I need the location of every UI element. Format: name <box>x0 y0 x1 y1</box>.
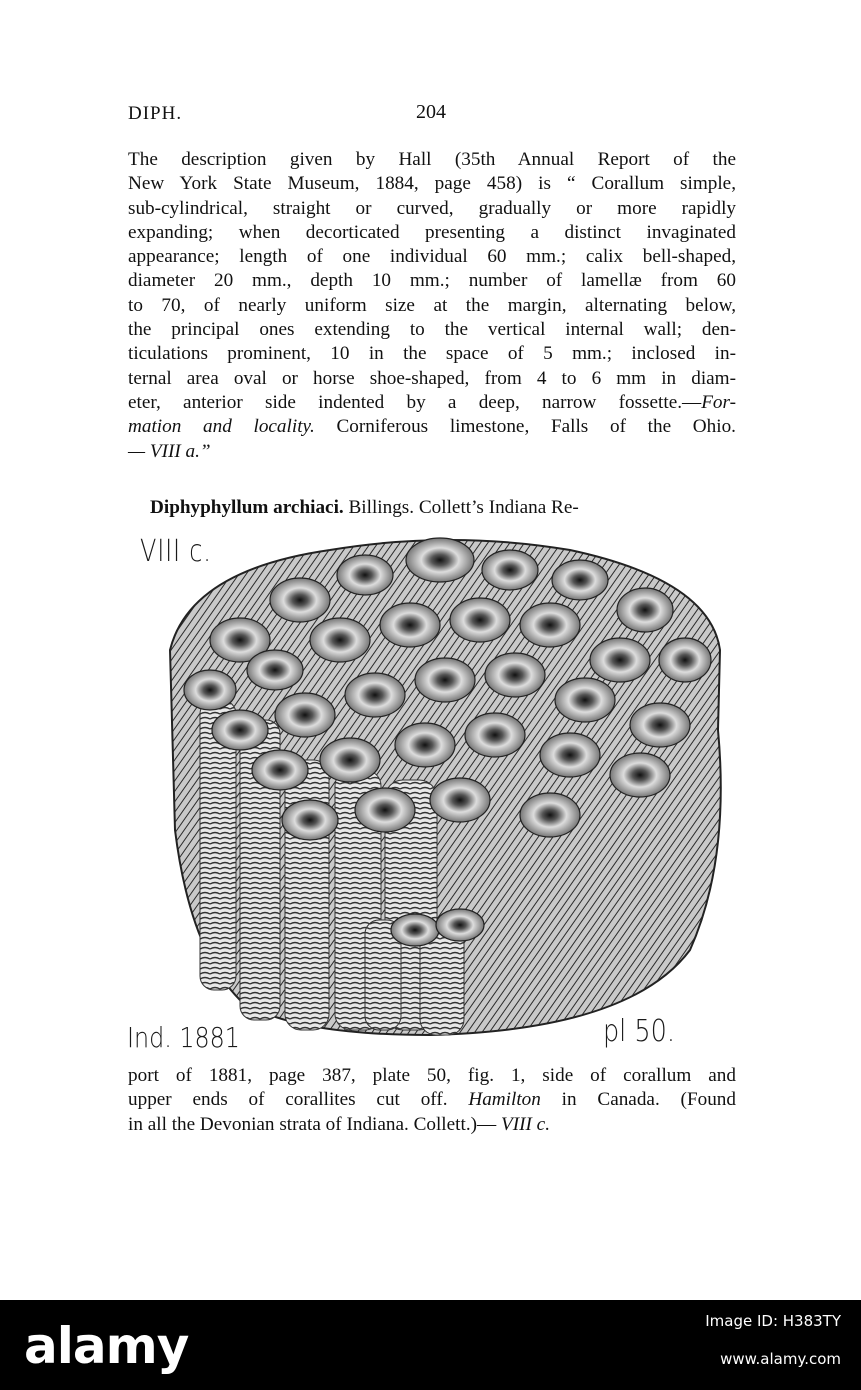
text-line: ticulations prominent, 10 in the space of 5 mm.; inclosed in- <box>128 343 736 365</box>
plate-label-bottom-right: pl 50. <box>603 1014 675 1049</box>
image-id-label: Image ID: H383TY <box>705 1312 841 1330</box>
species-name: Diphyphyllum archiaci. <box>150 497 344 518</box>
text-line <box>128 415 736 439</box>
text-line: expanding; when decorticated presenting a distinct invaginated <box>128 221 736 243</box>
text-line: The description given by Hall (35th Annual Report of the <box>128 149 736 170</box>
figure-description-paragraph <box>128 1064 736 1137</box>
species-heading <box>150 497 579 519</box>
text-line <box>128 1113 736 1137</box>
text-line: — VIII a.” <box>128 440 211 462</box>
italic-segment: mation and locality. <box>128 416 315 438</box>
text-line: appearance; length of one individual 60 mm.; calix bell-shaped, <box>128 246 736 268</box>
text-line <box>128 391 736 415</box>
italic-segment: For- <box>701 391 736 413</box>
text-segment: in all the Devonian strata of Indiana. Collett.)— <box>128 1113 501 1135</box>
coral-illustration <box>130 530 740 1040</box>
text-segment: eter, anterior side indented by a deep, narrow fossette.— <box>128 391 702 413</box>
text-segment: upper ends of corallites cut off. <box>128 1089 469 1111</box>
text-line: port of 1881, page 387, plate 50, fig. 1, side of corallum and <box>128 1065 736 1086</box>
text-segment: in Canada. (Found <box>540 1089 736 1111</box>
species-attribution: Billings. Collett’s Indiana Re- <box>343 497 579 518</box>
text-line: New York State Museum, 1884, page 458) is “ Corallum simple, <box>128 173 736 195</box>
description-paragraph <box>128 148 736 464</box>
site-url-label: www.alamy.com <box>720 1350 841 1368</box>
text-line: ternal area oval or horse shoe-shaped, from 4 to 6 mm in diam- <box>128 367 736 389</box>
plate-label-top-left: VIII c. <box>140 534 212 569</box>
text-line: sub-cylindrical, straight or curved, gradually or more rapidly <box>128 197 736 219</box>
text-segment: Corniferous limestone, Falls of the Ohio. <box>314 416 736 438</box>
italic-segment: VIII c. <box>501 1113 550 1135</box>
plate-label-bottom-left: Ind. 1881 <box>127 1021 240 1054</box>
text-line <box>128 1088 736 1112</box>
brand-logo: alamy <box>24 1317 189 1375</box>
running-head: DIPH. <box>128 103 183 124</box>
text-line: the principal ones extending to the vertical internal wall; den- <box>128 319 736 341</box>
italic-segment: Hamilton <box>468 1089 541 1111</box>
text-line: to 70, of nearly uniform size at the margin, alternating below, <box>128 294 736 316</box>
page-number: 204 <box>416 101 446 123</box>
text-line: diameter 20 mm., depth 10 mm.; number of lamellæ from 60 <box>128 270 736 292</box>
